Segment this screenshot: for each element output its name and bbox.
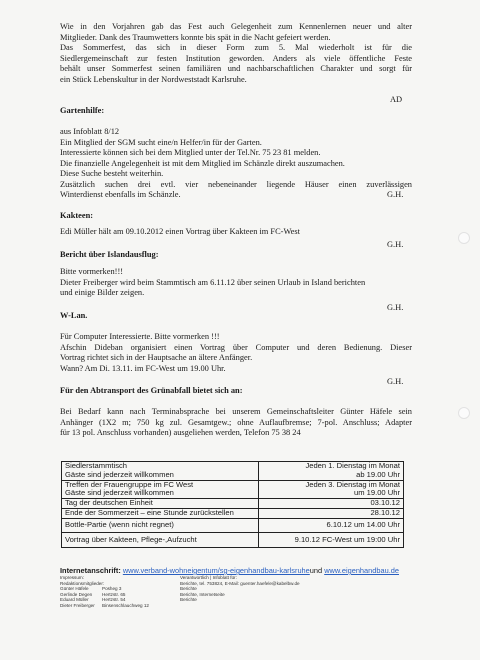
gruenabfall-line: Bei Bedarf kann nach Terminabsprache bei unserem Gemeinschaftsleiter Günter Häfele sein xyxy=(60,407,412,416)
event-name: Ende der Sommerzeit – eine Stunde zurückstellen xyxy=(62,508,259,518)
event-name: Treffen der Frauengruppe im FC West Gäste sind jederzeit willkommen xyxy=(62,480,259,499)
kakteen-line: Edi Müller hält am 09.10.2012 einen Vortrag über Kakteen im FC-West xyxy=(60,227,300,236)
member-address: Hertzstr. 54 xyxy=(102,597,126,602)
event-date: Jeden 3. Dienstag im Monat um 19.00 Uhr xyxy=(259,480,404,499)
intro-line: Das Sommerfest, das sich in dieser Form zum 5. Mal wiederholt ist für die xyxy=(60,43,412,52)
member-name: Eduard Müller xyxy=(60,597,89,602)
punch-hole-top xyxy=(458,232,470,244)
section-heading-kakteen: Kakteen: xyxy=(60,211,94,220)
website-link-eigenhandbau[interactable]: www.eigenhandbau.de xyxy=(324,566,399,575)
gartenhilfe-line: Interessierte können sich bei dem Mitglied unter der Tel.Nr. 75 23 81 melden. xyxy=(60,148,321,157)
member-name: Dieter Freiberger xyxy=(60,602,95,608)
kakteen-signature: G.H. xyxy=(387,240,404,249)
table-row xyxy=(62,499,404,509)
gartenhilfe-line: aus Infoblatt 8/12 xyxy=(60,127,120,136)
event-date: Jeden 1. Dienstag im Monat ab 19.00 Uhr xyxy=(259,462,404,481)
section-heading-gartenhilfe: Gartenhilfe: xyxy=(60,106,105,115)
impressum-label: Impressum: xyxy=(60,575,84,580)
website-link-verband[interactable]: www.verband-wohneigentum/sg-eigenhandbau-karlsruhe xyxy=(122,566,310,575)
impressum-role: Verantwortlich | Infoblatt für: xyxy=(180,575,237,580)
gartenhilfe-signature: G.H. xyxy=(387,190,404,199)
wlan-line: Vortrag richtet sich in der Hauptsache an ältere Anfänger. xyxy=(60,353,253,362)
table-row xyxy=(62,480,404,499)
gruenabfall-line: für 13 pol. Anschluss vorhanden) ausgeliehen werden, Telefon 75 38 24 xyxy=(60,428,301,437)
table-row xyxy=(62,462,404,481)
impressum-role: Berichte xyxy=(180,586,197,591)
impressum-role: Berichte xyxy=(180,597,197,602)
gartenhilfe-line: Diese Suche besteht weiterhin. xyxy=(60,169,164,178)
event-date: 28.10.12 xyxy=(259,508,404,518)
section-heading-wlan: W-Lan. xyxy=(60,311,88,320)
gruenabfall-line: Anhänger (1X2 m; 750 kg zul. Gesamtgew.; ohne Auflaufbremse; 7-pol. Anschluss; Adapter xyxy=(60,417,412,427)
impressum-role: Berichte, tel. 753824, E-Mail: guenter.haefele@kabelbw.de xyxy=(180,580,300,586)
section-heading-gruenabfall: Für den Abtransport des Grünabfall bietet sich an: xyxy=(60,386,243,395)
section-heading-island: Bericht über Islandausflug: xyxy=(60,250,159,259)
island-line: Dieter Freiberger wird beim Stammtisch am 6.11.12 über seinen Urlaub in Island berichten xyxy=(60,277,366,287)
intro-signature: AD xyxy=(390,95,403,104)
link-separator: und xyxy=(309,566,323,575)
wlan-signature: G.H. xyxy=(387,377,404,386)
intro-line: behält unser Sommerfest seinen familiären und nachbarschaftlichen Charakter und sorgt für xyxy=(60,64,412,73)
event-date: 03.10.12 xyxy=(259,499,404,509)
redaktion-label: Redaktionsmitglieder: xyxy=(60,580,105,586)
wlan-line: Für Computer Interessierte. Bitte vormerken !!! xyxy=(60,332,220,341)
intro-line: Wie in den Vorjahren gab das Fest auch Gelegenheit zum Kennenlernen neuer und alter xyxy=(60,22,412,31)
table-row xyxy=(62,508,404,518)
event-name: Tag der deutschen Einheit xyxy=(62,499,259,509)
intro-line: Mitglieder. Dank des Traumwetters konnte bis spät in die Nacht gefeiert werden. xyxy=(60,32,331,42)
gartenhilfe-line: Zusätzlich suchen drei evtl. vier nebeneinander liegende Häuser einen zuverlässigen xyxy=(60,179,412,189)
intro-line: Siedlergemeinschaft zur festen Institution geworden. Anders als viele öffentliche Feste xyxy=(60,53,412,63)
gartenhilfe-line: Winterdienst ebenfalls im Schänzle. xyxy=(60,190,181,199)
event-name: Vortrag über Kakteen, Pflege-,Aufzucht xyxy=(62,532,259,548)
member-name: Gerlinde Degen xyxy=(60,591,93,597)
island-signature: G.H. xyxy=(387,303,404,312)
impressum-role: Berichte, Internetseite xyxy=(180,591,225,597)
punch-hole-bottom xyxy=(458,407,470,419)
internet-address-label: Internetanschrift: xyxy=(60,566,121,575)
island-line: und einige Bilder zeigen. xyxy=(60,288,145,297)
event-name: Siedlerstammtisch Gäste sind jederzeit willkommen xyxy=(62,462,259,481)
member-address: Hertzstr. 65 xyxy=(102,591,126,597)
member-address: Posheg 3 xyxy=(102,586,122,591)
wlan-line: Afschin Dideban organisiert einen Vortrag über Computer und deren Bedienung. Dieser xyxy=(60,342,412,352)
gartenhilfe-line: Ein Mitglied der SGM sucht eine/n Helfer/in für der Garten. xyxy=(60,137,262,147)
gartenhilfe-line: Die finanzielle Angelegenheit ist mit dem Mitglied im Schänzle direkt auszumachen. xyxy=(60,158,345,168)
event-date: 6.10.12 um 14.00 Uhr xyxy=(259,518,404,532)
table-row xyxy=(62,532,404,548)
event-name: Bottle-Partie (wenn nicht regnet) xyxy=(62,518,259,532)
event-date: 9.10.12 FC-West um 19:00 Uhr xyxy=(259,532,404,548)
island-line: Bitte vormerken!!! xyxy=(60,267,124,276)
member-address: Binsenschlauchweg 12 xyxy=(102,602,149,608)
member-name: Günter Häfele xyxy=(60,586,89,591)
wlan-line: Wann? Am Di. 13.11. im FC-West um 19.00 Uhr. xyxy=(60,363,226,373)
events-table xyxy=(61,461,404,548)
intro-line: ein Stück Lebenskultur in der Nordweststadt Karlsruhe. xyxy=(60,74,247,84)
table-row xyxy=(62,518,404,532)
